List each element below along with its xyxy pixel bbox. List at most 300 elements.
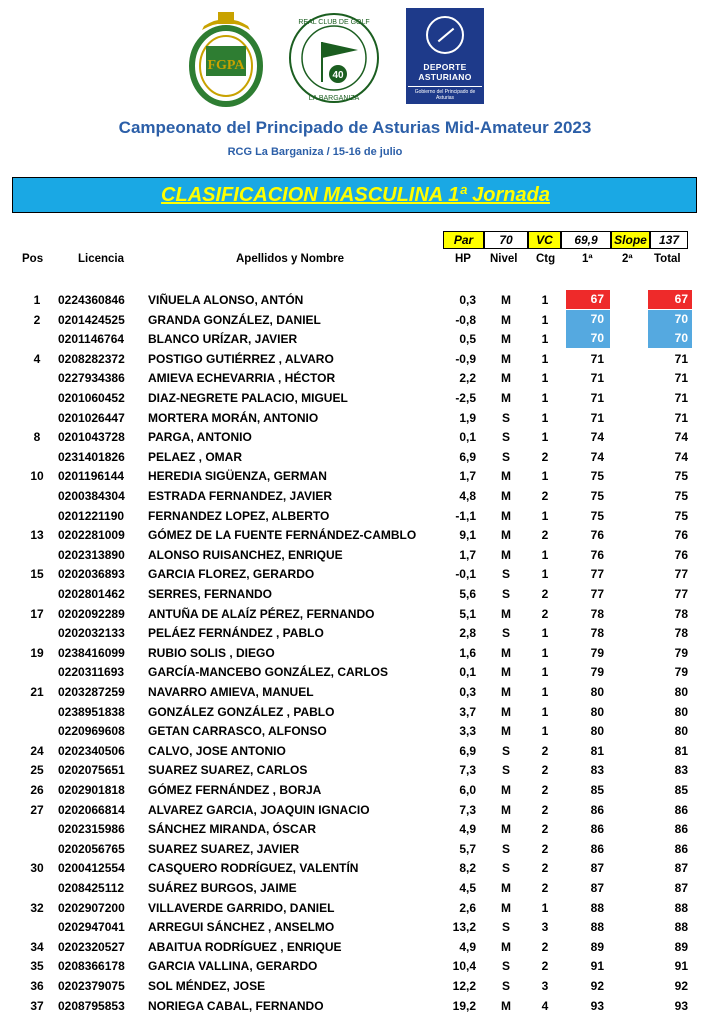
- table-row: [0, 447, 710, 467]
- handicap-cell: 1,6: [459, 645, 476, 660]
- player-name-cell: GÓMEZ DE LA FUENTE FERNÁNDEZ-CAMBLO: [148, 528, 417, 543]
- category-cell: 1: [541, 293, 549, 307]
- table-row: [0, 506, 710, 526]
- category-cell: 1: [541, 900, 549, 915]
- license-cell: 0220969608: [58, 724, 125, 739]
- player-name-cell: VIÑUELA ALONSO, ANTÓN: [148, 293, 304, 307]
- round1-score-cell: 88: [590, 900, 604, 915]
- table-row: [0, 937, 710, 957]
- level-cell: S: [501, 410, 510, 425]
- table-row: [0, 956, 710, 976]
- handicap-cell: 8,2: [459, 861, 476, 876]
- license-cell: 0202092289: [58, 606, 125, 621]
- rcg-bottom-text: LA BARGANIZA: [308, 95, 360, 102]
- round1-score-cell: 76: [590, 528, 604, 543]
- player-name-cell: NORIEGA CABAL, FERNANDO: [148, 998, 324, 1013]
- category-cell: 1: [541, 665, 549, 680]
- license-cell: 0202947041: [58, 920, 125, 935]
- table-row: [0, 741, 710, 761]
- category-cell: 2: [541, 802, 549, 817]
- handicap-cell: 4,8: [459, 489, 476, 503]
- handicap-cell: 4,9: [459, 939, 476, 954]
- position-cell: 30: [30, 861, 44, 876]
- section-banner: [12, 177, 697, 213]
- handicap-cell: 0,1: [459, 665, 476, 680]
- position-cell: 35: [30, 959, 44, 974]
- position-cell: 19: [30, 645, 44, 660]
- col-header-pos: Pos: [22, 253, 44, 265]
- total-score-cell: 78: [674, 626, 688, 641]
- handicap-cell: 1,7: [459, 469, 476, 484]
- level-cell: M: [501, 724, 511, 739]
- total-score-cell: 75: [674, 489, 688, 503]
- license-cell: 0202379075: [58, 979, 125, 993]
- handicap-cell: -1,1: [455, 508, 476, 523]
- total-score-cell: 92: [674, 979, 688, 993]
- level-cell: S: [501, 920, 510, 935]
- handicap-cell: 0,1: [459, 430, 476, 445]
- level-cell: S: [501, 567, 510, 582]
- total-score-cell: 71: [674, 351, 688, 366]
- category-cell: 4: [541, 998, 549, 1013]
- player-name-cell: HEREDIA SIGÜENZA, GERMAN: [148, 469, 327, 484]
- license-cell: 0201043728: [58, 430, 125, 445]
- round1-score-cell: 75: [590, 469, 604, 484]
- license-cell: 0238416099: [58, 645, 125, 660]
- handicap-cell: 2,6: [459, 900, 476, 915]
- round1-score-cell: 78: [590, 626, 604, 641]
- position-cell: 8: [33, 430, 41, 445]
- category-cell: 1: [541, 430, 549, 445]
- col-header-total: Total: [654, 253, 681, 265]
- total-score-cell: 71: [674, 391, 688, 405]
- level-cell: S: [501, 626, 510, 641]
- slope-label: Slope: [611, 231, 650, 249]
- category-cell: 1: [541, 410, 549, 425]
- table-row: [0, 760, 710, 780]
- col-header-hp: HP: [455, 253, 471, 265]
- total-score-cell: 76: [674, 528, 688, 543]
- total-score-cell: 87: [674, 861, 688, 876]
- category-cell: 1: [541, 645, 549, 660]
- level-cell: S: [501, 763, 510, 778]
- table-row: [0, 329, 710, 349]
- handicap-cell: 5,6: [459, 587, 476, 601]
- table-row: [0, 388, 710, 408]
- license-cell: 0200412554: [58, 861, 125, 876]
- level-cell: M: [501, 802, 511, 817]
- round1-score-cell: 75: [590, 489, 604, 503]
- round1-score-cell: 86: [590, 822, 604, 837]
- license-cell: 0202281009: [58, 528, 125, 543]
- license-cell: 0202066814: [58, 802, 125, 817]
- category-cell: 1: [541, 391, 549, 405]
- handicap-cell: 5,1: [459, 606, 476, 621]
- license-cell: 0202340506: [58, 743, 125, 758]
- license-cell: 0231401826: [58, 449, 125, 464]
- license-cell: 0202075651: [58, 763, 125, 778]
- round1-score-cell: 74: [590, 449, 604, 464]
- level-cell: M: [501, 332, 511, 347]
- category-cell: 2: [541, 841, 549, 856]
- round1-score-cell: 74: [590, 430, 604, 445]
- player-name-cell: GARCIA FLOREZ, GERARDO: [148, 567, 315, 582]
- category-cell: 2: [541, 881, 549, 895]
- level-cell: M: [501, 783, 511, 797]
- player-name-cell: ALVAREZ GARCIA, JOAQUIN IGNACIO: [148, 802, 370, 817]
- handicap-cell: 6,9: [459, 449, 476, 464]
- round1-score-cell: 88: [590, 920, 604, 935]
- par-value: 70: [484, 231, 528, 249]
- license-cell: 0201026447: [58, 410, 125, 425]
- handicap-cell: 1,9: [459, 410, 476, 425]
- license-cell: 0201060452: [58, 391, 125, 405]
- col-header-licencia: Licencia: [78, 253, 125, 265]
- round1-score-cell: 93: [590, 998, 604, 1013]
- level-cell: S: [501, 841, 510, 856]
- category-cell: 2: [541, 587, 549, 601]
- position-cell: 1: [33, 293, 41, 307]
- level-cell: M: [501, 998, 511, 1013]
- handicap-cell: 0,3: [459, 293, 476, 307]
- handicap-cell: -0,9: [455, 351, 476, 366]
- level-cell: M: [501, 822, 511, 837]
- category-cell: 1: [541, 469, 549, 484]
- table-row: [0, 819, 710, 839]
- total-score-cell: 88: [674, 900, 688, 915]
- col-header-round1: 1ª: [582, 253, 593, 265]
- level-cell: M: [501, 391, 511, 405]
- player-name-cell: FERNANDEZ LOPEZ, ALBERTO: [148, 508, 330, 523]
- position-cell: 26: [30, 783, 44, 797]
- da-title-line-1: DEPORTE: [423, 62, 467, 72]
- player-name-cell: SUAREZ SUAREZ, CARLOS: [148, 763, 308, 778]
- category-cell: 2: [541, 606, 549, 621]
- level-cell: M: [501, 508, 511, 523]
- round1-score-cell: 85: [590, 783, 604, 797]
- col-header-round2: 2ª: [622, 253, 633, 265]
- player-name-cell: MORTERA MORÁN, ANTONIO: [148, 410, 319, 425]
- category-cell: 1: [541, 626, 549, 641]
- category-cell: 3: [541, 920, 549, 935]
- total-score-cell: 85: [674, 783, 688, 797]
- level-cell: M: [501, 939, 511, 954]
- player-name-cell: BLANCO URÍZAR, JAVIER: [148, 332, 298, 347]
- table-row: [0, 525, 710, 545]
- license-cell: 0202032133: [58, 626, 125, 641]
- category-cell: 1: [541, 724, 549, 739]
- fgpa-monogram: FGPA: [207, 58, 245, 73]
- table-row: [0, 858, 710, 878]
- vc-value: 69,9: [561, 231, 611, 249]
- table-row: [0, 545, 710, 565]
- table-row: [0, 839, 710, 859]
- rcg-number: 40: [332, 70, 344, 81]
- category-cell: 1: [541, 567, 549, 582]
- total-score-cell: 87: [674, 881, 688, 895]
- level-cell: M: [501, 645, 511, 660]
- license-cell: 0208282372: [58, 351, 125, 366]
- position-cell: 2: [33, 312, 41, 327]
- category-cell: 1: [541, 547, 549, 562]
- license-cell: 0201221190: [58, 508, 125, 523]
- round1-score-cell: 91: [590, 959, 604, 974]
- player-name-cell: ABAITUA RODRÍGUEZ , ENRIQUE: [148, 939, 342, 954]
- position-cell: 34: [30, 939, 44, 954]
- total-score-cell: 71: [674, 410, 688, 425]
- round1-score-cell: 87: [590, 881, 604, 895]
- table-row: [0, 702, 710, 722]
- player-name-cell: GETAN CARRASCO, ALFONSO: [148, 724, 327, 739]
- handicap-cell: 3,3: [459, 724, 476, 739]
- license-cell: 0227934386: [58, 371, 125, 386]
- category-cell: 1: [541, 332, 549, 347]
- total-score-cell: 93: [674, 998, 688, 1013]
- level-cell: M: [501, 469, 511, 484]
- total-score-cell: 76: [674, 547, 688, 562]
- license-cell: 0202320527: [58, 939, 125, 954]
- position-cell: 15: [30, 567, 44, 582]
- handicap-cell: 4,5: [459, 881, 476, 895]
- player-name-cell: AMIEVA ECHEVARRIA , HÉCTOR: [148, 371, 336, 386]
- license-cell: 0201196144: [58, 469, 125, 484]
- table-row: [0, 466, 710, 486]
- deporte-emblem-icon: [426, 16, 464, 54]
- table-row: [0, 780, 710, 800]
- position-cell: 13: [30, 528, 44, 543]
- player-name-cell: GARCÍA-MANCEBO GONZÁLEZ, CARLOS: [148, 665, 388, 680]
- round1-score-cell: 86: [590, 802, 604, 817]
- rcg-logo: [288, 12, 380, 104]
- player-name-cell: GARCIA VALLINA, GERARDO: [148, 959, 318, 974]
- player-name-cell: VILLAVERDE GARRIDO, DANIEL: [148, 900, 335, 915]
- round1-score-cell: 80: [590, 724, 604, 739]
- table-row: [0, 408, 710, 428]
- col-header-ctg: Ctg: [536, 253, 556, 265]
- license-cell: 0203287259: [58, 685, 125, 699]
- handicap-cell: 9,1: [459, 528, 476, 543]
- handicap-cell: 7,3: [459, 763, 476, 778]
- round1-score-cell: 78: [590, 606, 604, 621]
- round1-score-cell: 76: [590, 547, 604, 562]
- handicap-cell: 6,0: [459, 783, 476, 797]
- license-cell: 0208425112: [58, 881, 125, 895]
- total-score-cell: 80: [674, 704, 688, 719]
- table-row: [0, 310, 710, 330]
- category-cell: 3: [541, 979, 549, 993]
- table-row: [0, 427, 710, 447]
- table-row: [0, 486, 710, 506]
- license-cell: 0202901818: [58, 783, 125, 797]
- player-name-cell: DIAZ-NEGRETE PALACIO, MIGUEL: [148, 391, 348, 405]
- category-cell: 2: [541, 763, 549, 778]
- da-subtitle: Gobierno del Principado de Asturias: [408, 86, 482, 101]
- category-cell: 2: [541, 528, 549, 543]
- player-name-cell: CALVO, JOSE ANTONIO: [148, 743, 286, 758]
- total-score-cell: 91: [674, 959, 688, 974]
- round1-score-cell: 70: [566, 329, 610, 348]
- handicap-cell: 13,2: [452, 920, 476, 935]
- round1-score-cell: 75: [590, 508, 604, 523]
- position-cell: 36: [30, 979, 44, 993]
- table-row: [0, 604, 710, 624]
- handicap-cell: 10,4: [452, 959, 476, 974]
- rcg-top-text: REAL CLUB DE GOLF: [298, 19, 370, 26]
- player-name-cell: PARGA, ANTONIO: [148, 430, 252, 445]
- player-name-cell: POSTIGO GUTIÉRREZ , ALVARO: [148, 351, 334, 366]
- player-name-cell: SÁNCHEZ MIRANDA, ÓSCAR: [148, 822, 316, 837]
- player-name-cell: GÓMEZ FERNÁNDEZ , BORJA: [148, 783, 322, 797]
- table-row: [0, 682, 710, 702]
- handicap-cell: 2,2: [459, 371, 476, 386]
- player-name-cell: SERRES, FERNANDO: [148, 587, 273, 601]
- category-cell: 2: [541, 861, 549, 876]
- player-name-cell: ARREGUI SÁNCHEZ , ANSELMO: [148, 920, 335, 935]
- round1-score-cell: 80: [590, 704, 604, 719]
- license-cell: 0208366178: [58, 959, 125, 974]
- level-cell: S: [501, 449, 510, 464]
- table-row: [0, 878, 710, 898]
- position-cell: 10: [30, 469, 44, 484]
- player-name-cell: PELÁEZ FERNÁNDEZ , PABLO: [148, 626, 324, 641]
- player-name-cell: ALONSO RUISANCHEZ, ENRIQUE: [148, 547, 343, 562]
- total-score-cell: 88: [674, 920, 688, 935]
- logo-bar: [0, 6, 710, 106]
- category-cell: 1: [541, 351, 549, 366]
- table-row: [0, 662, 710, 682]
- total-score-cell: 80: [674, 724, 688, 739]
- level-cell: M: [501, 489, 511, 503]
- player-name-cell: ESTRADA FERNANDEZ, JAVIER: [148, 489, 333, 503]
- player-name-cell: NAVARRO AMIEVA, MANUEL: [148, 685, 314, 699]
- handicap-cell: 2,8: [459, 626, 476, 641]
- vc-label: VC: [528, 231, 561, 249]
- total-score-cell: 83: [674, 763, 688, 778]
- col-header-nombre: Apellidos y Nombre: [236, 253, 344, 265]
- category-cell: 1: [541, 508, 549, 523]
- level-cell: M: [501, 312, 511, 327]
- player-name-cell: ANTUÑA DE ALAÍZ PÉREZ, FERNANDO: [148, 606, 375, 621]
- round1-score-cell: 80: [590, 685, 604, 699]
- round1-score-cell: 79: [590, 665, 604, 680]
- player-name-cell: GRANDA GONZÁLEZ, DANIEL: [148, 312, 321, 327]
- round1-score-cell: 71: [590, 391, 604, 405]
- handicap-cell: -2,5: [455, 391, 476, 405]
- table-row: [0, 721, 710, 741]
- handicap-cell: 0,3: [459, 685, 476, 699]
- level-cell: M: [501, 371, 511, 386]
- handicap-cell: 12,2: [452, 979, 476, 993]
- round1-score-cell: 77: [590, 587, 604, 601]
- level-cell: M: [501, 351, 511, 366]
- license-cell: 0202313890: [58, 547, 125, 562]
- position-cell: 27: [30, 802, 44, 817]
- category-cell: 1: [541, 371, 549, 386]
- round1-score-cell: 92: [590, 979, 604, 993]
- level-cell: S: [501, 959, 510, 974]
- table-row: [0, 898, 710, 918]
- player-name-cell: CASQUERO RODRÍGUEZ, VALENTÍN: [148, 861, 359, 876]
- player-name-cell: GONZÁLEZ GONZÁLEZ , PABLO: [148, 704, 335, 719]
- level-cell: M: [501, 704, 511, 719]
- page-subtitle: RCG La Barganiza / 15-16 de julio: [227, 146, 403, 158]
- license-cell: 0200384304: [58, 489, 125, 503]
- license-cell: 0224360846: [58, 293, 125, 307]
- license-cell: 0238951838: [58, 704, 125, 719]
- total-score-cell: 77: [674, 587, 688, 601]
- license-cell: 0208795853: [58, 998, 125, 1013]
- player-name-cell: RUBIO SOLIS , DIEGO: [148, 645, 275, 660]
- player-name-cell: SUAREZ SUAREZ, JAVIER: [148, 841, 300, 856]
- level-cell: M: [501, 606, 511, 621]
- category-cell: 1: [541, 312, 549, 327]
- license-cell: 0202315986: [58, 822, 125, 837]
- category-cell: 1: [541, 704, 549, 719]
- table-row: [0, 623, 710, 643]
- handicap-cell: 3,7: [459, 704, 476, 719]
- total-score-cell: 86: [674, 802, 688, 817]
- total-score-cell: 80: [674, 685, 688, 699]
- category-cell: 2: [541, 939, 549, 954]
- handicap-cell: -0,8: [455, 312, 476, 327]
- round1-score-cell: 83: [590, 763, 604, 778]
- player-name-cell: SOL MÉNDEZ, JOSE: [148, 979, 266, 993]
- round1-score-cell: 71: [590, 351, 604, 366]
- license-cell: 0202036893: [58, 567, 125, 582]
- total-score-cell: 79: [674, 665, 688, 680]
- total-score-cell: 70: [648, 310, 692, 329]
- total-score-cell: 75: [674, 469, 688, 484]
- table-row: [0, 290, 710, 310]
- category-cell: 2: [541, 959, 549, 974]
- level-cell: S: [501, 587, 510, 601]
- handicap-cell: -0,1: [455, 567, 476, 582]
- total-score-cell: 75: [674, 508, 688, 523]
- round1-score-cell: 77: [590, 567, 604, 582]
- handicap-cell: 6,9: [459, 743, 476, 758]
- total-score-cell: 74: [674, 430, 688, 445]
- handicap-cell: 1,7: [459, 547, 476, 562]
- table-row: [0, 643, 710, 663]
- level-cell: M: [501, 881, 511, 895]
- level-cell: M: [501, 547, 511, 562]
- level-cell: M: [501, 528, 511, 543]
- par-label: Par: [443, 231, 484, 249]
- position-cell: 21: [30, 685, 44, 699]
- slope-value: 137: [650, 231, 688, 249]
- level-cell: S: [501, 743, 510, 758]
- category-cell: 2: [541, 783, 549, 797]
- round1-score-cell: 71: [590, 371, 604, 386]
- handicap-cell: 0,5: [459, 332, 476, 347]
- license-cell: 0202907200: [58, 900, 125, 915]
- license-cell: 0202801462: [58, 587, 125, 601]
- total-score-cell: 78: [674, 606, 688, 621]
- table-row: [0, 368, 710, 388]
- license-cell: 0202056765: [58, 841, 125, 856]
- handicap-cell: 4,9: [459, 822, 476, 837]
- position-cell: 25: [30, 763, 44, 778]
- license-cell: 0201146764: [58, 332, 125, 347]
- position-cell: 24: [30, 743, 44, 758]
- level-cell: M: [501, 900, 511, 915]
- table-row: [0, 349, 710, 369]
- deporte-asturiano-logo: [406, 8, 484, 104]
- page-title: Campeonato del Principado de Asturias Mid-Amateur 2023: [118, 118, 592, 137]
- total-score-cell: 74: [674, 449, 688, 464]
- category-cell: 2: [541, 822, 549, 837]
- player-name-cell: SUÁREZ BURGOS, JAIME: [148, 881, 297, 895]
